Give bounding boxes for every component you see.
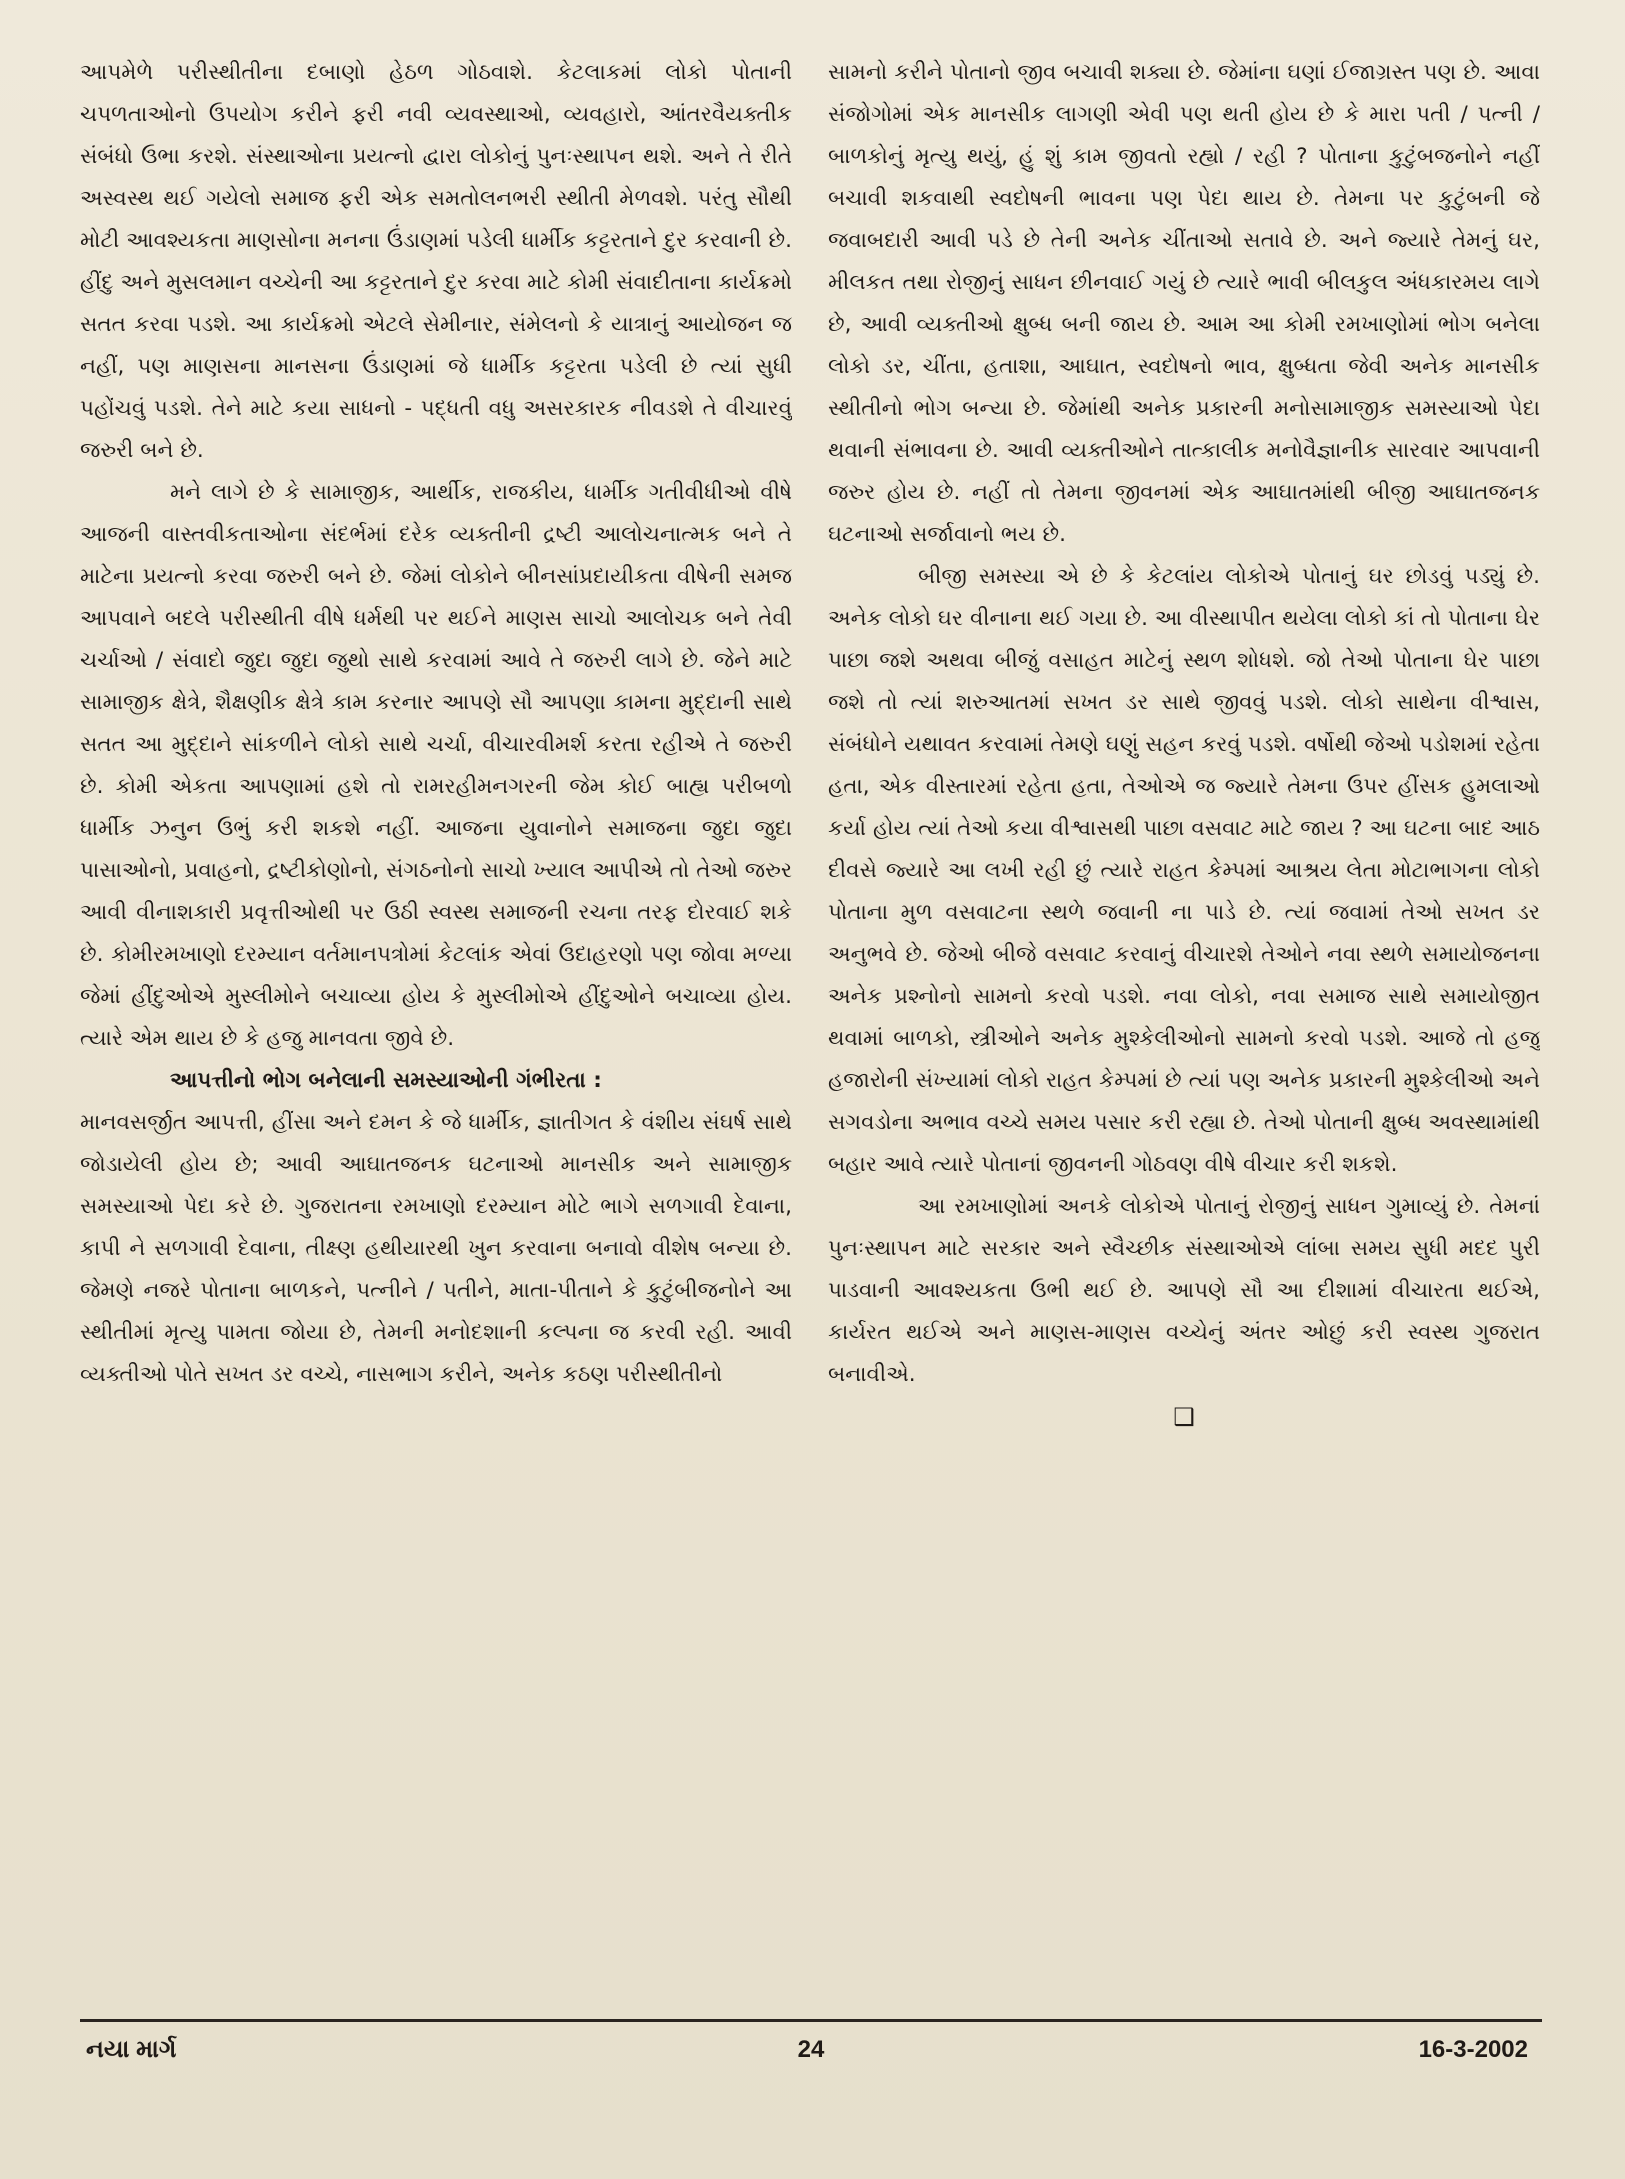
issue-date: 16-3-2002: [1418, 2036, 1528, 2063]
article-body: [80, 52, 1540, 2012]
page-footer: [80, 2030, 1542, 2080]
page-number: 24: [797, 2036, 825, 2063]
paragraph: આપમેળે પરીસ્થીતીના દબાણો હેઠળ ગોઠવાશે. કેટલાકમાં લોકો પોતાની ચપળતાઓનો ઉપયોગ કરીને ફરી નવી વ્યવસ્થાઓ, વ્યવહારો, આંતરવૈયક્તીક સંબંધો ઉભા કરશે. સંસ્થાઓના પ્રયત્નો દ્વારા લોકોનું પુનઃસ્થાપન થશે. અને તે રીતે અસ્વસ્થ થઈ ગયેલો સમાજ ફરી એક સમતોલનભરી સ્થીતી મેળવશે. પરંતુ સૌથી મોટી આવશ્યકતા માણસોના મનના ઉંડાણમાં પડેલી ધાર્મીક કટ્ટરતાને દુર કરવાની છે. હીંદુ અને મુસલમાન વચ્ચેની આ કટ્ટરતાને દુર કરવા માટે કોમી સંવાદીતાના કાર્યક્રમો સતત કરવા પડશે. આ કાર્યક્રમો એટલે સેમીનાર, સંમેલનો કે યાત્રાનું આયોજન જ નહીં, પણ માણસના માનસના ઉંડાણમાં જે ધાર્મીક કટ્ટરતા પડેલી છે ત્યાં સુધી પહોંચવું પડશે. તેને માટે કયા સાધનો - પદ્ધતી વધુ અસરકારક નીવડશે તે વીચારવું જરુરી બને છે.: [80, 60, 792, 463]
end-of-article-mark: ❑: [1173, 1403, 1195, 1431]
right-column: [828, 52, 1540, 2012]
footer-divider: [80, 2019, 1542, 2022]
paragraph: સામનો કરીને પોતાનો જીવ બચાવી શક્યા છે. જેમાંના ઘણાં ઈજાગ્રસ્ત પણ છે. આવા સંજોગોમાં એક માનસીક લાગણી એવી પણ થતી હોય છે કે મારા પતી / પત્ની / બાળકોનું મૃત્યુ થયું, હું શું કામ જીવતો રહ્યો / રહી ? પોતાના કુટુંબજનોને નહીં બચાવી શકવાથી સ્વદોષની ભાવના પણ પેદા થાય છે. તેમના પર કુટુંબની જે જવાબદારી આવી પડે છે તેની અનેક ચીંતાઓ સતાવે છે. અને જ્યારે તેમનું ઘર, મીલકત તથા રોજીનું સાધન છીનવાઈ ગયું છે ત્યારે ભાવી બીલકુલ અંધકારમય લાગે છે, આવી વ્યક્તીઓ ક્ષુબ્ધ બની જાય છે. આમ આ કોમી રમખાણોમાં ભોગ બનેલા લોકો ડર, ચીંતા, હતાશા, આઘાત, સ્વદોષનો ભાવ, ક્ષુબ્ધતા જેવી અનેક માનસીક સ્થીતીનો ભોગ બન્યા છે. જેમાંથી અનેક પ્રકારની મનોસામાજીક સમસ્યાઓ પેદા થવાની સંભાવના છે. આવી વ્યક્તીઓને તાત્કાલીક મનોવૈજ્ઞાનીક સારવાર આપવાની જરુર હોય છે. નહીં તો તેમના જીવનમાં એક આઘાતમાંથી બીજી આઘાતજનક ઘટનાઓ સર્જાવાનો ભય છે.: [828, 60, 1540, 547]
paragraph: મને લાગે છે કે સામાજીક, આર્થીક, રાજકીય, ધાર્મીક ગતીવીધીઓ વીષે આજની વાસ્તવીકતાઓના સંદર્ભમાં દરેક વ્યક્તીની દ્રષ્ટી આલોચનાત્મક બને તે માટેના પ્રયત્નો કરવા જરુરી બને છે. જેમાં લોકોને બીનસાંપ્રદાયીકતા વીષેની સમજ આપવાને બદલે પરીસ્થીતી વીષે ધર્મથી પર થઈને માણસ સાચો આલોચક બને તેવી ચર્ચાઓ / સંવાદો જુદા જુદા જુથો સાથે કરવામાં આવે તે જરુરી લાગે છે. જેને માટે સામાજીક ક્ષેત્રે, શૈક્ષણીક ક્ષેત્રે કામ કરનાર આપણે સૌ આપણા કામના મુદ્દાની સાથે સતત આ મુદ્દાને સાંકળીને લોકો સાથે ચર્ચા, વીચારવીમર્શ કરતા રહીએ તે જરુરી છે. કોમી એકતા આપણામાં હશે તો રામરહીમનગરની જેમ કોઈ બાહ્ય પરીબળો ધાર્મીક ઝનુન ઉભું કરી શકશે નહીં. આજના યુવાનોને સમાજના જુદા જુદા પાસાઓનો, પ્રવાહનો, દ્રષ્ટીકોણોનો, સંગઠનોનો સાચો ખ્યાલ આપીએ તો તેઓ જરુર આવી વીનાશકારી પ્રવૃત્તીઓથી પર ઉઠી સ્વસ્થ સમાજની રચના તરફ દોરવાઈ શકે છે. કોમીરમખાણો દરમ્યાન વર્તમાનપત્રોમાં કેટલાંક એવાં ઉદાહરણો પણ જોવા મળ્યા જેમાં હીંદુઓએ મુસ્લીમોને બચાવ્યા હોય કે મુસ્લીમોએ હીંદુઓને બચાવ્યા હોય. ત્યારે એમ થાય છે કે હજુ માનવતા જીવે છે.: [80, 480, 792, 1051]
publication-name: નયા માર્ગ: [86, 2036, 177, 2063]
paragraph: માનવસર્જીત આપત્તી, હીંસા અને દમન કે જે ધાર્મીક, જ્ઞાતીગત કે વંશીય સંઘર્ષ સાથે જોડાયેલી હોય છે; આવી આઘાતજનક ઘટનાઓ માનસીક અને સામાજીક સમસ્યાઓ પેદા કરે છે. ગુજરાતના રમખાણો દરમ્યાન મોટે ભાગે સળગાવી દેવાના, કાપી ને સળગાવી દેવાના, તીક્ષ્ણ હથીયારથી ખુન કરવાના બનાવો વીશેષ બન્યા છે. જેમણે નજરે પોતાના બાળકને, પત્નીને / પતીને, માતા-પીતાને કે કુટુંબીજનોને આ સ્થીતીમાં મૃત્યુ પામતા જોયા છે, તેમની મનોદશાની કલ્પના જ કરવી રહી. આવી વ્યક્તીઓ પોતે સખત ડર વચ્ચે, નાસભાગ કરીને, અનેક કઠણ પરીસ્થીતીનો: [80, 1110, 792, 1387]
paragraph: બીજી સમસ્યા એ છે કે કેટલાંય લોકોએ પોતાનું ઘર છોડવું પડ્યું છે. અનેક લોકો ઘર વીનાના થઈ ગયા છે. આ વીસ્થાપીત થયેલા લોકો કાં તો પોતાના ઘેર પાછા જશે અથવા બીજું વસાહત માટેનું સ્થળ શોધશે. જો તેઓ પોતાના ઘેર પાછા જશે તો ત્યાં શરુઆતમાં સખત ડર સાથે જીવવું પડશે. લોકો સાથેના વીશ્વાસ, સંબંધોને યથાવત કરવામાં તેમણે ઘણું સહન કરવું પડશે. વર્ષોથી જેઓ પડોશમાં રહેતા હતા, એક વીસ્તારમાં રહેતા હતા, તેઓએ જ જ્યારે તેમના ઉપર હીંસક હુમલાઓ કર્યા હોય ત્યાં તેઓ કયા વીશ્વાસથી પાછા વસવાટ માટે જાય ? આ ઘટના બાદ આઠ દીવસે જ્યારે આ લખી રહી છું ત્યારે રાહત કેમ્પમાં આશ્રય લેતા મોટાભાગના લોકો પોતાના મુળ વસવાટના સ્થળે જવાની ના પાડે છે. ત્યાં જવામાં તેઓ સખત ડર અનુભવે છે. જેઓ બીજે વસવાટ કરવાનું વીચારશે તેઓને નવા સ્થળે સમાયોજનના અનેક પ્રશ્નોનો સામનો કરવો પડશે. નવા લોકો, નવા સમાજ સાથે સમાયોજીત થવામાં બાળકો, સ્ત્રીઓને અનેક મુશ્કેલીઓનો સામનો કરવો પડશે. આજે તો હજુ હજારોની સંખ્યામાં લોકો રાહત કેમ્પમાં છે ત્યાં પણ અનેક પ્રકારની મુશ્કેલીઓ અને સગવડોના અભાવ વચ્ચે સમય પસાર કરી રહ્યા છે. તેઓ પોતાની ક્ષુબ્ધ અવસ્થામાંથી બહાર આવે ત્યારે પોતાનાં જીવનની ગોઠવણ વીષે વીચાર કરી શકશે.: [828, 564, 1540, 1177]
section-heading: આપત્તીનો ભોગ બનેલાની સમસ્યાઓની ગંભીરતા :: [170, 1068, 602, 1093]
left-column: [80, 52, 792, 2012]
paragraph: આ રમખાણોમાં અનકે લોકોએ પોતાનું રોજીનું સાધન ગુમાવ્યું છે. તેમનાં પુનઃસ્થાપન માટે સરકાર અને સ્વૈચ્છીક સંસ્થાઓએ લાંબા સમય સુધી મદદ પુરી પાડવાની આવશ્યકતા ઉભી થઈ છે. આપણે સૌ આ દીશામાં વીચારતા થઈએ, કાર્યરત થઈએ અને માણસ-માણસ વચ્ચેનું અંતર ઓછું કરી સ્વસ્થ ગુજરાત બનાવીએ.: [828, 1194, 1540, 1387]
